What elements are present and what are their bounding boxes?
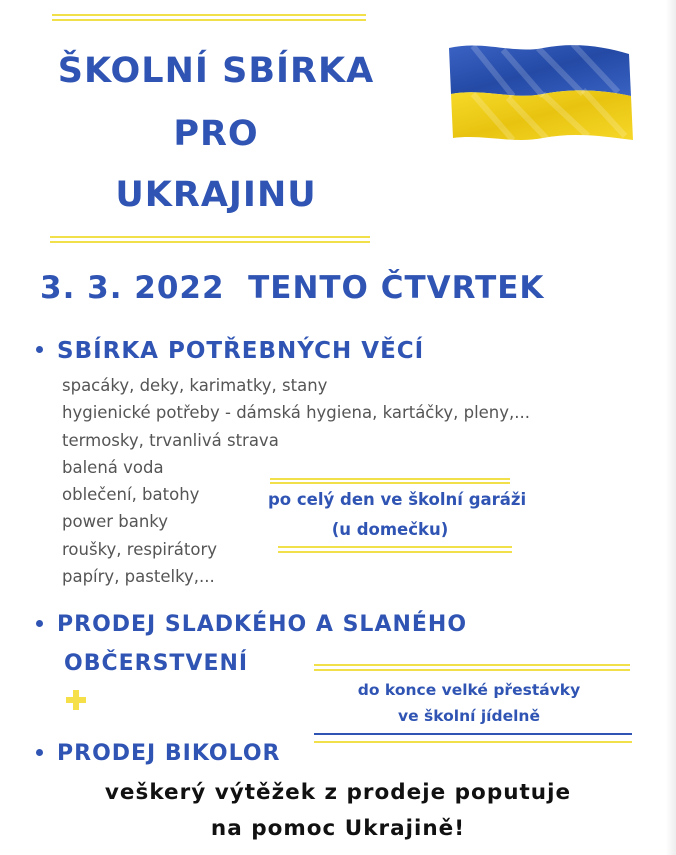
sale-note-line-2: ve školní jídelně	[398, 707, 540, 725]
bikolor-heading-text: PRODEJ BIKOLOR	[57, 741, 281, 766]
collection-note-line-1: po celý den ve školní garáži	[268, 490, 527, 509]
list-item: oblečení, batohy	[62, 485, 200, 505]
list-item: termosky, trvanlivá strava	[62, 430, 279, 450]
footer-line-1: veškerý výtěžek z prodeje poputuje	[104, 780, 572, 805]
collection-note-top-line	[270, 478, 510, 484]
sale-note-top-line	[314, 664, 630, 671]
top-divider	[52, 14, 366, 21]
collection-heading	[36, 338, 424, 364]
bullet-icon	[36, 346, 43, 353]
bullet-icon	[36, 620, 43, 627]
collection-note-line-2: (u domečku)	[331, 520, 449, 539]
sale-heading	[36, 612, 467, 637]
bullet-icon	[36, 749, 43, 756]
title-line-3: UKRAJINU	[115, 175, 317, 215]
ukraine-flag-icon	[443, 40, 635, 150]
sale-note-bottom-line-blue	[314, 733, 632, 738]
bikolor-heading	[36, 741, 281, 766]
list-item: spacáky, deky, karimatky, stany	[62, 376, 328, 395]
title-line-1: ŠKOLNÍ SBÍRKA	[57, 51, 375, 91]
page-edge-shadow	[666, 0, 676, 855]
title-divider	[50, 236, 370, 243]
sale-heading-text: PRODEJ SLADKÉHO A SLANÉHO	[57, 612, 468, 637]
collection-heading-text: SBÍRKA POTŘEBNÝCH VĚCÍ	[57, 338, 425, 364]
list-item: roušky, respirátory	[62, 539, 218, 559]
list-item: power banky	[62, 512, 169, 532]
list-item: balená voda	[62, 457, 164, 477]
list-item: papíry, pastelky,...	[62, 567, 215, 587]
list-item: hygienické potřeby - dámská hygiena, kartáčky, pleny,...	[62, 403, 531, 423]
sale-note-line-1: do konce velké přestávky	[357, 681, 581, 699]
footer-line-2: na pomoc Ukrajině!	[210, 816, 466, 841]
date-heading: 3. 3. 2022 TENTO ČTVRTEK	[40, 270, 545, 306]
sale-heading-line-2: OBČERSTVENÍ	[64, 651, 249, 676]
collection-note-bottom-line	[278, 546, 512, 553]
plus-icon	[66, 690, 86, 710]
title-line-2: PRO	[173, 114, 259, 154]
sale-note-bottom-line-yellow	[314, 741, 632, 746]
